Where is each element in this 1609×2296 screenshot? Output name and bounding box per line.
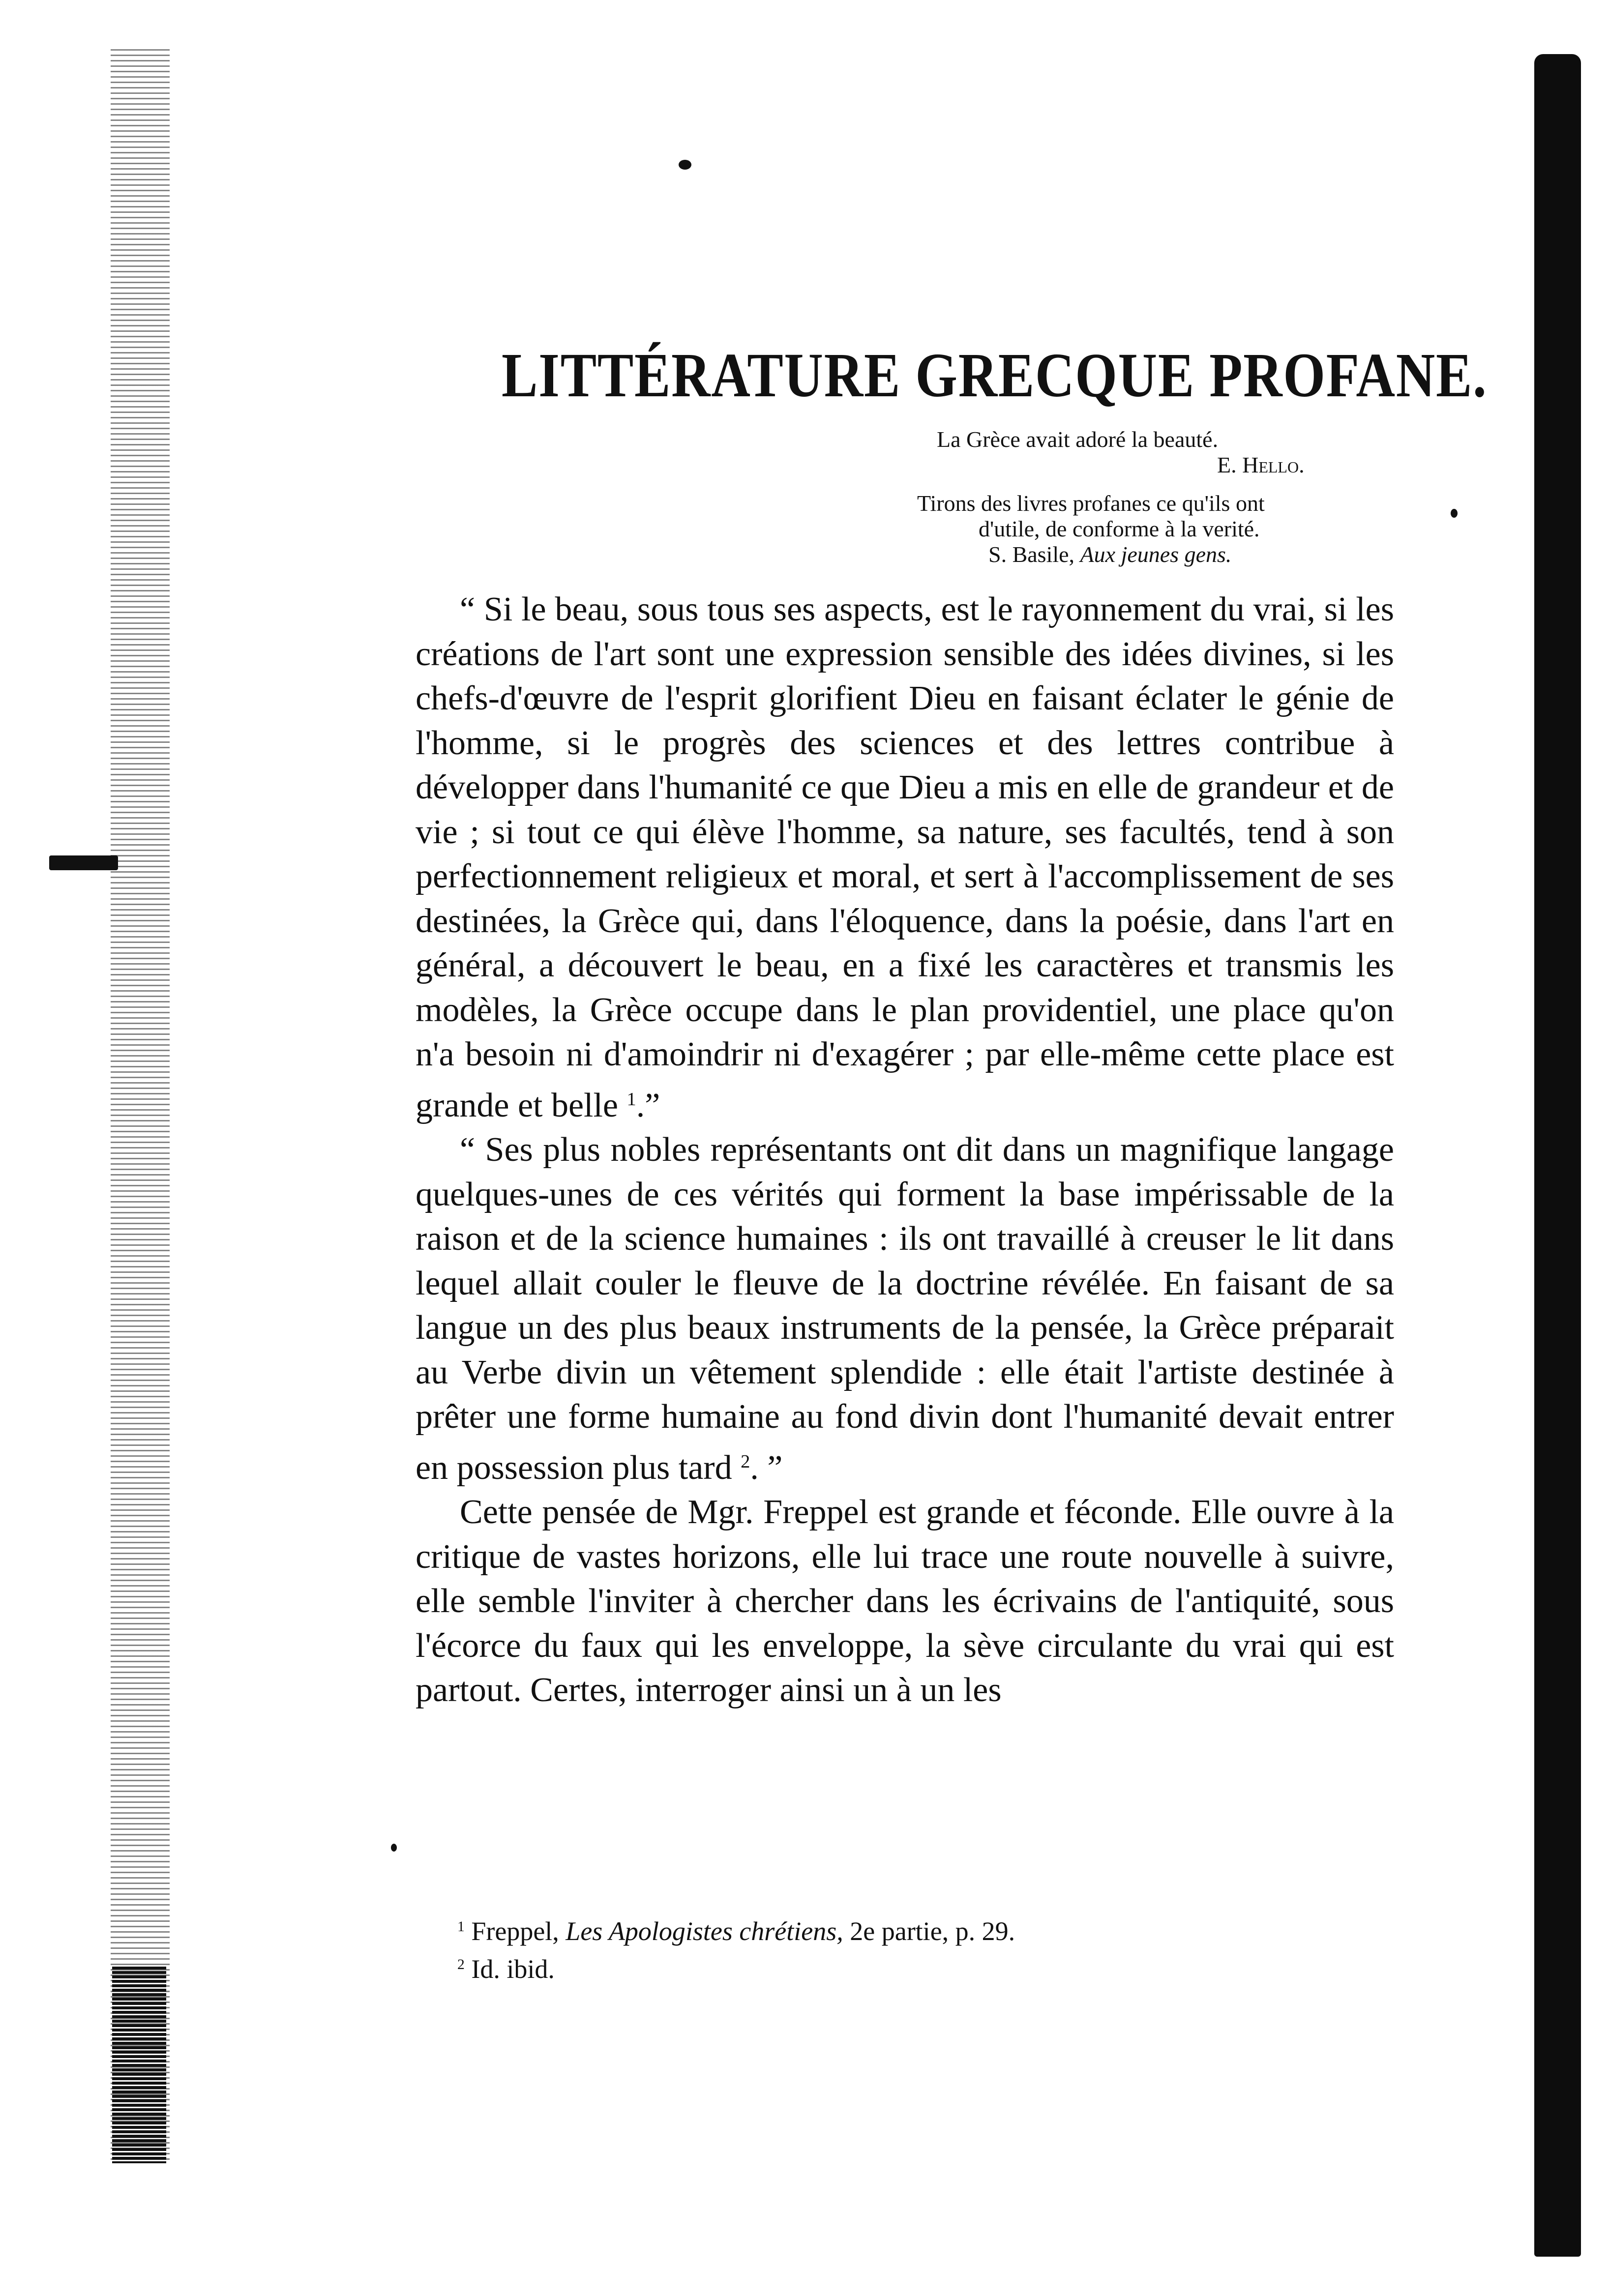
paragraph-2 (416, 1128, 1394, 1490)
paragraph-text: “ Ses plus nobles représentants ont dit dans un magnifique langage quelques-unes de ces vérités qui forment la base impérissable de la raison et de la science humaines : ils ont travaillé à creuser le lit dans lequel allait couler le fleuve de la doctrine révélée. En faisant de sa langue un des plus beaux instruments de la pensée, la Grèce préparait au Verbe divin un vêtement splendide : elle était l'artiste destinée à prêter une forme humaine au fond divin dont l'humanité devait entrer en possession plus tard (416, 1131, 1394, 1487)
paragraph-close: .” (636, 1086, 660, 1124)
epigraph-2-work: Aux jeunes gens. (1080, 542, 1232, 567)
footnote-mark: 2 (457, 1956, 465, 1972)
paragraph-3 (416, 1490, 1394, 1713)
footnote-text: Freppel, (471, 1916, 559, 1946)
paragraph-close: . ” (750, 1448, 783, 1487)
epigraph-line: La Grèce avait adoré la beauté. (937, 427, 1219, 452)
ink-blot (1451, 509, 1458, 518)
footnote-ref-1[interactable]: 1 (626, 1089, 636, 1110)
body-text (416, 588, 1394, 1713)
page-title: LITTÉRATURE GRECQUE PROFANE. (502, 340, 1488, 410)
footnote-2 (457, 1948, 1342, 1986)
epigraph-1 (937, 427, 1218, 452)
scan-edge-left (111, 49, 170, 2163)
footnote-text: 2e partie, p. 29. (850, 1916, 1015, 1946)
epigraph-1-author: E. Hello. (1217, 452, 1305, 477)
scan-edge-right (1534, 54, 1581, 2257)
epigraph-2-author: S. Basile, (988, 542, 1075, 567)
footnote-ref-2[interactable]: 2 (741, 1451, 750, 1472)
footnote-work: Les Apologistes chrétiens, (566, 1916, 843, 1946)
epigraph-2-attribution (988, 542, 1231, 567)
epigraph-line: d'utile, de conforme à la verité. (979, 516, 1260, 541)
footnote-1 (457, 1910, 1342, 1948)
footnote-mark: 1 (457, 1919, 465, 1935)
paragraph-text: “ Si le beau, sous tous ses aspects, est le rayonnement du vrai, si les créations de l'art sont une expression sensible des idées divines, si les chefs-d'œuvre de l'esprit glorifient Dieu en faisant éclater le génie de l'homme, si le progrès des sciences et des lettres contribue à développer dans l'humanité ce que Dieu a mis en elle de grandeur et de vie ; si tout ce qui élève l'homme, sa nature, ses facultés, tend à son perfectionnement religieux et moral, et sert à l'accomplissement de ses destinées, la Grèce qui, dans l'éloquence, dans la poésie, dans l'art en général, a découvert le beau, en a fixé les caractères et transmis les modèles, la Grèce occupe dans le plan providentiel, une place qu'on n'a besoin ni d'amoindrir ni d'exagérer ; par elle-même cette place est grande et belle (416, 590, 1394, 1124)
paragraph-1 (416, 588, 1394, 1128)
footnote-text: Id. ibid. (471, 1954, 555, 1984)
epigraph-line: Tirons des livres profanes ce qu'ils ont (917, 491, 1265, 516)
scan-edge-left-dark (112, 1967, 166, 2163)
paragraph-text: Cette pensée de Mgr. Freppel est grande et féconde. Elle ouvre à la critique de vastes horizons, elle lui trace une route nouvelle à suivre, elle semble l'inviter à chercher dans les écrivains de l'antiquité, sous l'écorce du faux qui les enveloppe, la sève circulante du vrai qui est partout. Certes, interroger ainsi un à un les (416, 1493, 1394, 1709)
ink-blot (49, 855, 118, 870)
footnotes (457, 1910, 1342, 1986)
ink-blot (391, 1844, 397, 1852)
epigraph-2 (917, 491, 1265, 542)
ink-blot (679, 160, 691, 170)
